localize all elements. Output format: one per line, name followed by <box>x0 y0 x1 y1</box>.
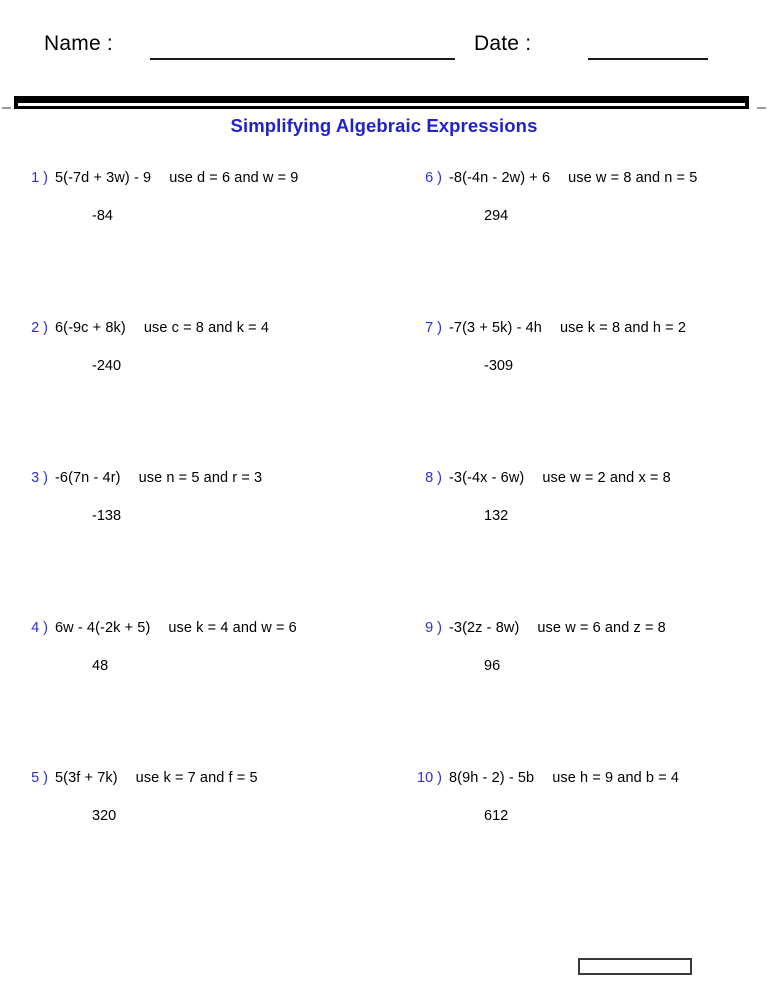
problem-number: 8 ) <box>425 470 442 486</box>
problem-line <box>384 620 768 642</box>
problem-substitution: use d = 6 and w = 9 <box>169 170 299 186</box>
problem-substitution: use k = 4 and w = 6 <box>168 620 297 636</box>
problem-number: 3 ) <box>31 470 48 486</box>
footer-box[interactable] <box>578 958 692 975</box>
problem-item-1 <box>0 164 384 314</box>
problem-expression: -7(3 + 5k) - 4h <box>449 320 542 336</box>
problem-line <box>384 770 768 792</box>
divider-inner-line <box>18 103 745 106</box>
header-divider <box>14 96 749 109</box>
problem-expression: 5(-7d + 3w) - 9 <box>55 170 152 186</box>
problem-answer: 96 <box>484 658 501 674</box>
problem-item-5 <box>0 764 384 914</box>
worksheet-header <box>0 32 768 66</box>
problem-statement <box>55 170 298 186</box>
problem-substitution: use w = 2 and x = 8 <box>542 470 671 486</box>
problem-statement <box>449 620 666 636</box>
name-input-rule[interactable] <box>150 58 455 60</box>
problem-expression: 6(-9c + 8k) <box>55 320 126 336</box>
problem-item-3 <box>0 464 384 614</box>
problem-answer: -240 <box>92 358 122 374</box>
problem-row <box>0 764 768 914</box>
problem-statement <box>55 770 258 786</box>
problem-line <box>384 170 768 192</box>
problem-number: 9 ) <box>425 620 442 636</box>
problem-expression: 6w - 4(-2k + 5) <box>55 620 151 636</box>
problem-statement <box>449 770 679 786</box>
problem-answer: 612 <box>484 808 509 824</box>
problem-item-6 <box>384 164 768 314</box>
problem-line <box>0 320 384 342</box>
problem-expression: -3(2z - 8w) <box>449 620 520 636</box>
problem-line <box>0 470 384 492</box>
problem-substitution: use w = 6 and z = 8 <box>537 620 666 636</box>
date-label: Date : <box>474 32 532 55</box>
problem-number: 5 ) <box>31 770 48 786</box>
problem-substitution: use w = 8 and n = 5 <box>568 170 698 186</box>
problem-number: 4 ) <box>31 620 48 636</box>
problem-line <box>0 770 384 792</box>
problem-statement <box>449 470 671 486</box>
problems-grid <box>0 164 768 914</box>
problem-statement <box>55 470 262 486</box>
problem-row <box>0 314 768 464</box>
problem-item-8 <box>384 464 768 614</box>
problem-expression: 8(9h - 2) - 5b <box>449 770 535 786</box>
problem-line <box>0 620 384 642</box>
problem-row <box>0 164 768 314</box>
problem-number: 6 ) <box>425 170 442 186</box>
problem-number: 1 ) <box>31 170 48 186</box>
page-title: Simplifying Algebraic Expressions <box>230 115 538 136</box>
problem-line <box>384 320 768 342</box>
problem-statement <box>449 170 697 186</box>
problem-number: 2 ) <box>31 320 48 336</box>
problem-expression: -6(7n - 4r) <box>55 470 121 486</box>
problem-line <box>0 170 384 192</box>
problem-statement <box>55 620 297 636</box>
problem-substitution: use k = 7 and f = 5 <box>135 770 258 786</box>
date-input-rule[interactable] <box>588 58 708 60</box>
problem-substitution: use h = 9 and b = 4 <box>552 770 680 786</box>
problem-item-9 <box>384 614 768 764</box>
problem-expression: 5(3f + 7k) <box>55 770 118 786</box>
problem-substitution: use n = 5 and r = 3 <box>138 470 263 486</box>
problem-answer: 48 <box>92 658 109 674</box>
problem-answer: 132 <box>484 508 509 524</box>
problem-substitution: use k = 8 and h = 2 <box>559 320 687 336</box>
problem-number: 10 ) <box>417 770 442 786</box>
problem-item-4 <box>0 614 384 764</box>
name-label: Name : <box>44 32 113 55</box>
problem-row <box>0 464 768 614</box>
problem-statement <box>449 320 686 336</box>
problem-row <box>0 614 768 764</box>
problem-statement <box>55 320 269 336</box>
problem-answer: 320 <box>92 808 117 824</box>
problem-item-7 <box>384 314 768 464</box>
problem-substitution: use c = 8 and k = 4 <box>143 320 270 336</box>
problem-expression: -3(-4x - 6w) <box>449 470 525 486</box>
problem-answer: -84 <box>92 208 113 224</box>
problem-answer: -309 <box>484 358 514 374</box>
left-edge-tick <box>2 107 11 109</box>
problem-number: 7 ) <box>425 320 442 336</box>
problem-line <box>384 470 768 492</box>
problem-item-10 <box>384 764 768 914</box>
problem-expression: -8(-4n - 2w) + 6 <box>449 170 551 186</box>
problem-answer: -138 <box>92 508 122 524</box>
problem-item-2 <box>0 314 384 464</box>
right-edge-tick <box>757 107 766 109</box>
problem-answer: 294 <box>484 208 509 224</box>
